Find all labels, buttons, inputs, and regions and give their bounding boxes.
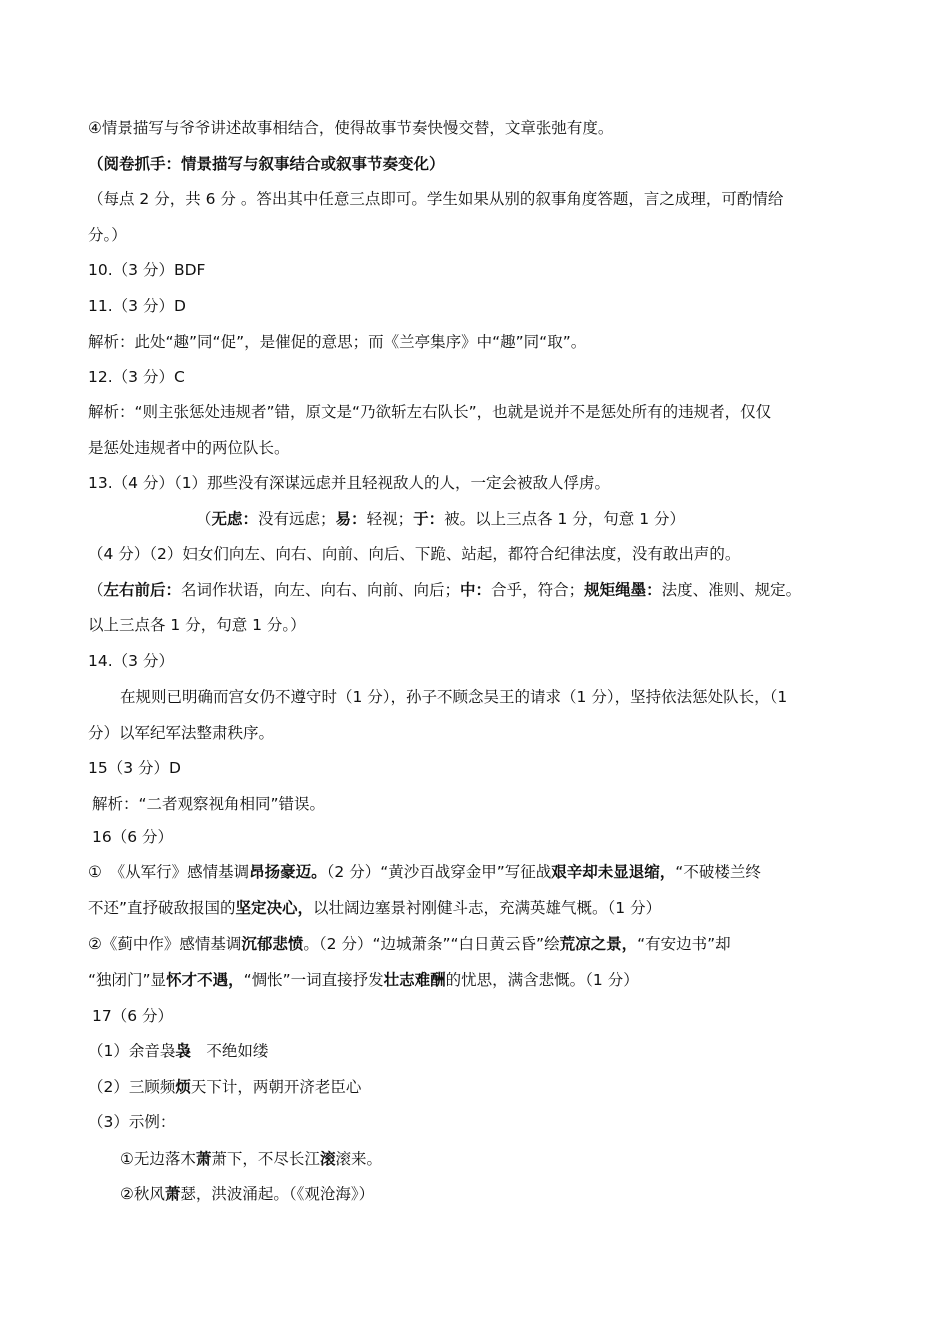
q9-scoring-note-end: 分。）: [88, 226, 127, 244]
q16-point1-end: 不还”直抒破敌报国的坚定决心，以壮阔边塞景衬刚健斗志，充满英雄气概。（1 分）: [88, 899, 662, 917]
q12-analysis: 解析：“则主张惩处违规者”错，原文是“乃欲斩左右队长”，也就是说并不是惩处所有的违规者，仅仅: [88, 403, 772, 421]
q16-point1: ① 《从军行》感情基调昂扬豪迈。（2 分）“黄沙百战穿金甲”写征战艰辛却未显退缩，“不破楼兰终: [88, 863, 761, 881]
q16-point2: ②《蓟中作》感情基调沉郁悲愤。（2 分）“边城萧条”“白日黄云昏”绘荒凉之景，“有安边书”却: [88, 935, 731, 953]
q17-example2: ②秋风萧瑟，洪波涌起。（《观沧海》）: [120, 1185, 375, 1203]
q16-answer: 16（6 分）: [92, 828, 174, 846]
q10-answer: 10.（3 分）BDF: [88, 261, 206, 279]
q13-part2: （4 分）（2）妇女们向左、向右、向前、向后、下跪、站起，都符合纪律法度，没有敢出声的。: [88, 545, 741, 563]
q13-part1: 13.（4 分）（1）那些没有深谋远虑并且轻视敌人的人，一定会被敌人俘虏。: [88, 474, 611, 492]
q13-part2-scoring-end: 以上三点各 1 分，句意 1 分。）: [88, 616, 306, 634]
q14-answer: 14.（3 分）: [88, 652, 174, 670]
q11-analysis: 解析：此处“趣”同“促”，是催促的意思；而《兰亭集序》中“趣”同“取”。: [88, 333, 587, 351]
q17-part1: （1）余音袅袅 不绝如缕: [88, 1042, 269, 1060]
q11-answer: 11.（3 分）D: [88, 297, 186, 315]
q17-part2: （2）三顾频烦天下计，两朝开济老臣心: [88, 1078, 362, 1096]
q14-explanation-end: 分）以军纪军法整肃秩序。: [88, 724, 275, 742]
q9-grading-focus: （阅卷抓手：情景描写与叙事结合或叙事节奏变化）: [88, 155, 445, 173]
q13-part2-scoring: （左右前后：名词作状语，向左、向右、向前、向后；中：合乎，符合；规矩绳墨：法度、准则、规定。: [88, 581, 802, 599]
q9-scoring-note: （每点 2 分，共 6 分 。答出其中任意三点即可。学生如果从别的叙事角度答题，言之成理，可酌情给: [88, 190, 784, 208]
q17-part3: （3）示例：: [88, 1113, 176, 1131]
q15-answer: 15（3 分）D: [88, 759, 181, 777]
q14-explanation: 在规则已明确而宫女仍不遵守时（1 分），孙子不顾念吴王的请求（1 分），坚持依法惩处队长，（1: [120, 688, 788, 706]
q17-example1: ①无边落木萧萧下，不尽长江滚滚来。: [120, 1150, 382, 1168]
q13-part1-scoring: （无虑：没有远虑；易：轻视；于：被。以上三点各 1 分，句意 1 分）: [196, 510, 686, 528]
q12-answer: 12.（3 分）C: [88, 368, 185, 386]
q12-analysis-end: 是惩处违规者中的两位队长。: [88, 439, 290, 457]
q15-analysis: 解析：“二者观察视角相同”错误。: [92, 795, 326, 813]
q9-point4: ④情景描写与爷爷讲述故事相结合，使得故事节奏快慢交替，文章张弛有度。: [88, 119, 614, 137]
q16-point2-end: “独闭门”显怀才不遇，“惆怅”一词直接抒发壮志难酬的忧思，满含悲慨。（1 分）: [88, 971, 639, 989]
q17-answer: 17（6 分）: [92, 1007, 174, 1025]
